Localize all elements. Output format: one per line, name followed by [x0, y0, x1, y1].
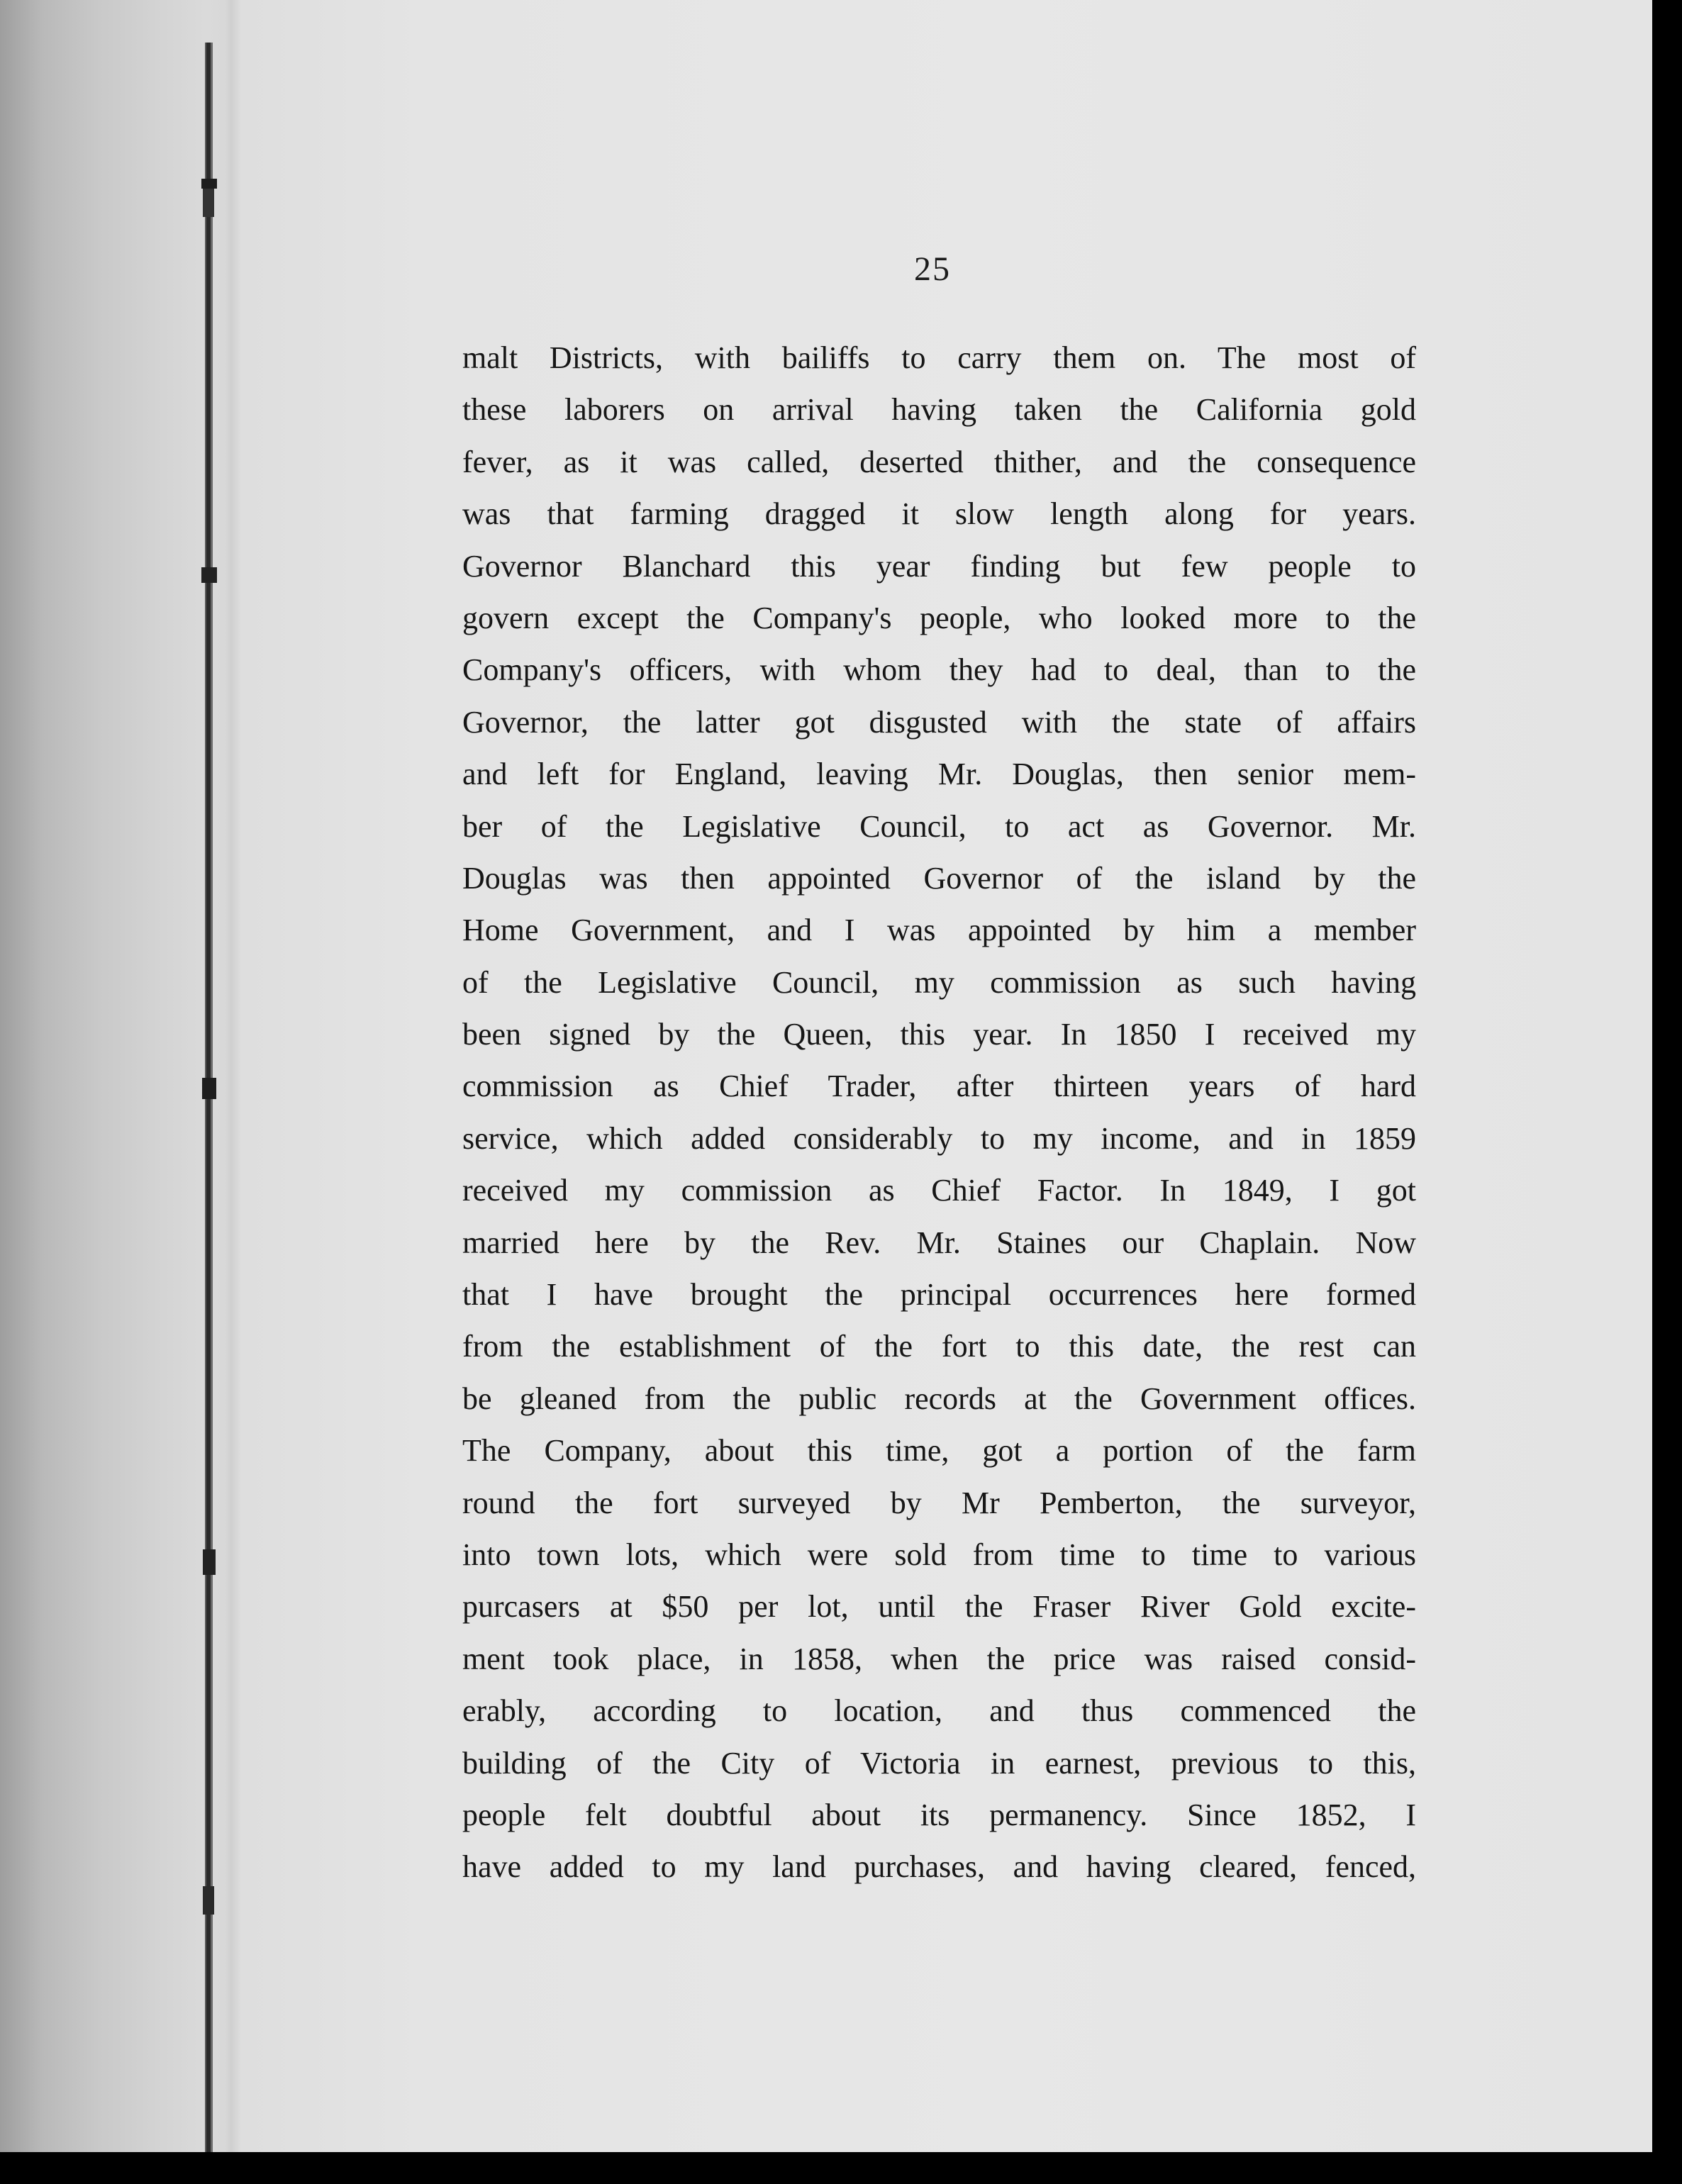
text-line: erably, according to location, and thus commenced the: [462, 1693, 1416, 1729]
text-line: and left for England, leaving Mr. Douglas, then senior mem-: [462, 757, 1416, 792]
text-line: round the fort surveyed by Mr Pemberton, the surveyor,: [462, 1485, 1416, 1520]
text-line: Douglas was then appointed Governor of the island by the: [462, 860, 1416, 896]
scan-edge-bottom: [0, 2152, 1682, 2184]
text-line: have added to my land purchases, and having cleared, fenced,: [462, 1849, 1416, 1885]
text-line: The Company, about this time, got a portion of the farm: [462, 1433, 1416, 1469]
text-line: ment took place, in 1858, when the price was raised consid-: [462, 1641, 1416, 1676]
text-line: into town lots, which were sold from time to time to various: [462, 1537, 1416, 1572]
text-line: Company's officers, with whom they had to deal, than to the: [462, 652, 1416, 688]
text-line: these laborers on arrival having taken the California gold: [462, 392, 1416, 428]
text-line: purcasers at $50 per lot, until the Fraser River Gold excite-: [462, 1589, 1416, 1625]
text-line: fever, as it was called, deserted thither, and the consequence: [462, 444, 1416, 479]
text-line: govern except the Company's people, who looked more to the: [462, 600, 1416, 635]
text-line: service, which added considerably to my income, and in 1859: [462, 1120, 1416, 1156]
page-number: 25: [914, 250, 951, 288]
text-line: commission as Chief Trader, after thirteen years of hard: [462, 1069, 1416, 1104]
body-text: [462, 332, 1416, 1893]
text-line: of the Legislative Council, my commission as such having: [462, 964, 1416, 1000]
binding-stitch-graphic: [201, 43, 217, 2152]
text-line: been signed by the Queen, this year. In 1850 I received my: [462, 1017, 1416, 1052]
text-line: malt Districts, with bailiffs to carry them on. The most of: [462, 340, 1416, 375]
text-line: was that farming dragged it slow length along for years.: [462, 496, 1416, 532]
text-line: ber of the Legislative Council, to act as Governor. Mr.: [462, 808, 1416, 844]
text-line: Governor Blanchard this year finding but few people to: [462, 548, 1416, 584]
text-line: building of the City of Victoria in earnest, previous to this,: [462, 1745, 1416, 1781]
text-line: married here by the Rev. Mr. Staines our Chaplain. Now: [462, 1225, 1416, 1260]
text-line: Governor, the latter got disgusted with the state of affairs: [462, 704, 1416, 740]
binding-stitch: [201, 43, 217, 2152]
text-line: be gleaned from the public records at the Government offices.: [462, 1381, 1416, 1416]
text-line: that I have brought the principal occurrences here formed: [462, 1277, 1416, 1313]
text-line: from the establishment of the fort to this date, the rest can: [462, 1329, 1416, 1364]
text-line: received my commission as Chief Factor. In 1849, I got: [462, 1173, 1416, 1208]
text-line: Home Government, and I was appointed by him a member: [462, 913, 1416, 948]
text-line: people felt doubtful about its permanency. Since 1852, I: [462, 1797, 1416, 1832]
scan-edge-right: [1652, 0, 1682, 2184]
